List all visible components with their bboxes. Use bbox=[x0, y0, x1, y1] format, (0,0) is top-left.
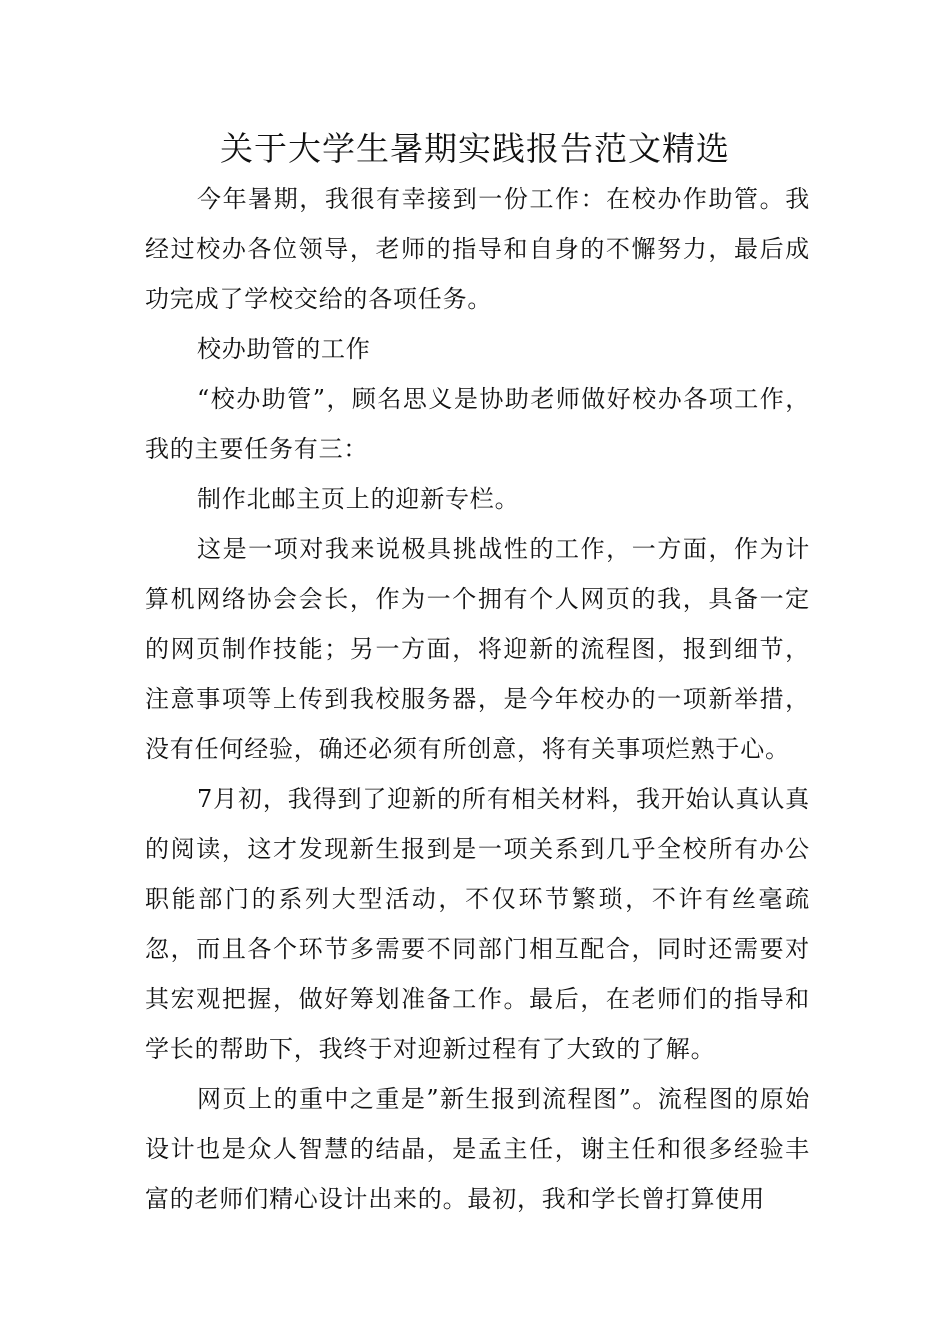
paragraph: 7月初，我得到了迎新的所有相关材料，我开始认真认真的阅读，这才发现新生报到是一项关系到几乎全校所有办公职能部门的系列大型活动，不仅环节繁琐，不许有丝毫疏忽，而且各个环节多需要不同部门相互配合，同时还需要对其宏观把握，做好筹划准备工作。最后，在老师们的指导和学长的帮助下，我终于对迎新过程有了大致的了解。 bbox=[145, 785, 810, 1063]
paragraph: 这是一项对我来说极具挑战性的工作，一方面，作为计算机网络协会会长，作为一个拥有个人网页的我，具备一定的网页制作技能；另一方面，将迎新的流程图，报到细节，注意事项等上传到我校服务器，是今年校办的一项新举措，没有任何经验，确还必须有所创意，将有关事项烂熟于心。 bbox=[145, 535, 810, 763]
paragraph: “校办助管”，顾名思义是协助老师做好校办各项工作，我的主要任务有三： bbox=[145, 385, 810, 463]
paragraph: 网页上的重中之重是”新生报到流程图”。流程图的原始设计也是众人智慧的结晶，是孟主任，谢主任和很多经验丰富的老师们精心设计出来的。最初，我和学长曾打算使用 bbox=[145, 1085, 810, 1213]
paragraph: 制作北邮主页上的迎新专栏。 bbox=[197, 485, 520, 513]
document-title: 关于大学生暑期实践报告范文精选 bbox=[220, 129, 730, 168]
paragraph: 校办助管的工作 bbox=[197, 335, 371, 363]
paragraph: 今年暑期，我很有幸接到一份工作：在校办作助管。我经过校办各位领导，老师的指导和自身的不懈努力，最后成功完成了学校交给的各项任务。 bbox=[145, 185, 810, 313]
document-body bbox=[145, 174, 810, 1224]
